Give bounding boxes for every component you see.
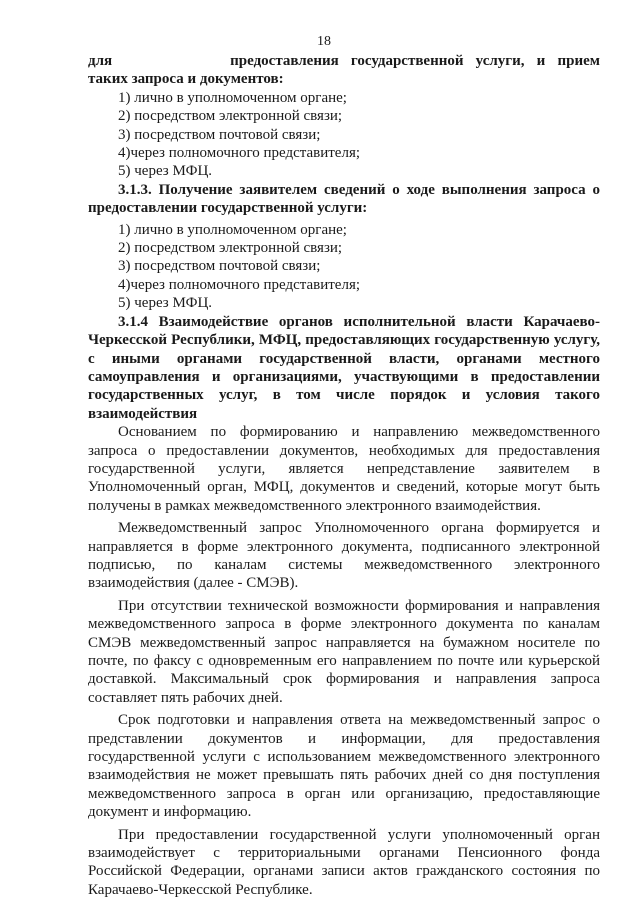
list-item: 2) посредством электронной связи; xyxy=(118,240,343,257)
intro-line-2: таких запроса и документов: xyxy=(88,71,284,88)
body-paragraph: Срок подготовки и направления ответа на межведомственный запрос о представлении документов и информации, для предоставления государственной услуги с использованием межведомственного электронного взаимодействия не может превышать пять рабочих дней со дня поступления межведомственного запроса в орган или организацию, предоставляющие документ и информацию. xyxy=(88,712,600,821)
body-paragraph: Основанием по формированию и направлению межведомственного запроса о предоставлении документов, необходимых для предоставления государственной услуги, является непредставление заявителем в Уполномоченный орган, МФЦ, документов и сведений, которые могут быть получены в рамках межведомственного электронного взаимодействия. xyxy=(88,424,600,514)
list-delivery-methods xyxy=(88,89,600,181)
list-item: 5) через МФЦ. xyxy=(118,163,213,180)
list-status-methods xyxy=(88,221,600,313)
list-item: 5) через МФЦ. xyxy=(118,295,213,312)
section-3-1-4-title: 3.1.4 Взаимодействие органов исполнительной власти Карачаево-Черкесской Республики, МФЦ, предоставляющих государственную услугу, с иными органами государственной власти, органами местного самоуправления и организациями, участвующими в предоставлении государственных услуг, в том числе порядок и условия такого взаимодействия xyxy=(88,313,600,422)
list-item: 1) лично в уполномоченном органе; xyxy=(118,221,347,238)
list-item: 3) посредством почтовой связи; xyxy=(118,258,321,275)
intro-line-1-right: предоставления государственной услуги, и прием xyxy=(230,53,600,69)
list-item: 4)через полномочного представителя; xyxy=(118,145,361,162)
page-number: 18 xyxy=(317,34,331,49)
intro-line-1-left: для xyxy=(88,53,113,69)
list-item: 4)через полномочного представителя; xyxy=(118,276,361,293)
intro-line-1 xyxy=(88,52,600,70)
body-paragraph: Межведомственный запрос Уполномоченного органа формируется и направляется в форме электронного документа, подписанного электронной подписью, по каналам системы межведомственного электронного взаимодействия (далее - СМЭВ). xyxy=(88,520,600,592)
section-3-1-3-title: 3.1.3. Получение заявителем сведений о ходе выполнения запроса о предоставлении государственной услуги: xyxy=(88,181,600,217)
list-item: 2) посредством электронной связи; xyxy=(118,108,343,125)
list-item: 1) лично в уполномоченном органе; xyxy=(118,89,347,106)
body-paragraph: При предоставлении государственной услуги уполномоченный орган взаимодействует с территориальными органами Пенсионного фонда Российской Федерации, органами записи актов гражданского состояния по Карачаево-Черкесской Республике. xyxy=(88,826,600,898)
list-item: 3) посредством почтовой связи; xyxy=(118,126,321,143)
body-paragraph: При отсутствии технической возможности формирования и направления межведомственного запроса в форме электронного документа по каналам СМЭВ межведомственный запрос направляется на бумажном носителе по почте, по факсу с одновременным его направлением по почте или курьерской доставкой. Максимальный срок формирования и направления запроса составляет пять рабочих дней. xyxy=(88,597,600,706)
